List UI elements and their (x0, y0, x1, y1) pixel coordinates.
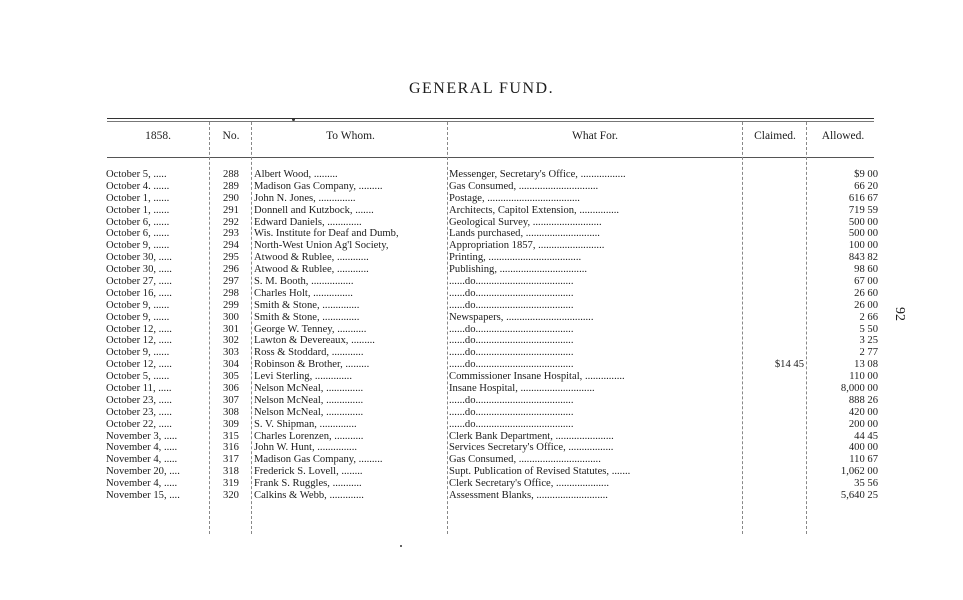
row-voucher-number: 292 (223, 216, 239, 228)
row-voucher-number: 298 (223, 287, 239, 299)
row-voucher-number: 301 (223, 323, 239, 335)
row-date: November 20, .... (106, 466, 180, 478)
row-allowed: 2 66 (859, 311, 878, 323)
row-payee: S. V. Shipman, .............. (254, 418, 357, 430)
table-row (0, 371, 963, 383)
row-allowed: 719 59 (848, 204, 878, 216)
row-purpose: Printing, ................................... (449, 252, 582, 264)
row-date: October 9, ...... (106, 311, 170, 323)
row-allowed: 110 67 (849, 454, 878, 466)
print-speck (400, 545, 402, 547)
table-row (0, 407, 963, 419)
table-row (0, 324, 963, 336)
row-date: October 6, ...... (106, 228, 170, 240)
row-payee: Lawton & Devereaux, ......... (254, 335, 375, 347)
row-purpose: Newspapers, ................................. (449, 311, 594, 323)
row-payee: North-West Union Ag'l Society, (254, 240, 389, 252)
row-purpose: ......do..................................... (449, 394, 574, 406)
row-payee: John W. Hunt, ............... (254, 442, 358, 454)
row-voucher-number: 316 (223, 442, 239, 454)
row-purpose: ......do..................................... (449, 335, 574, 347)
table-row (0, 490, 963, 502)
row-date: October 12, ..... (106, 359, 172, 371)
row-allowed: 66 20 (854, 180, 878, 192)
row-allowed: 500 00 (848, 228, 878, 240)
table-row (0, 276, 963, 288)
row-purpose: Lands purchased, ............................ (449, 228, 600, 240)
print-speck (292, 118, 295, 121)
row-purpose: ......do..................................... (449, 406, 574, 418)
table-row (0, 193, 963, 205)
row-payee: S. M. Booth, ................ (254, 276, 354, 288)
row-voucher-number: 295 (223, 252, 239, 264)
row-voucher-number: 288 (223, 169, 239, 180)
row-allowed: 26 00 (854, 299, 878, 311)
row-payee: Robinson & Brother, ......... (254, 359, 370, 371)
row-allowed: 2 77 (859, 347, 878, 359)
row-purpose: Postage, ................................... (449, 192, 580, 204)
row-date: October 23, ..... (106, 406, 172, 418)
header-whom: To Whom. (326, 130, 375, 142)
row-voucher-number: 293 (223, 228, 239, 240)
top-rule (107, 118, 874, 119)
row-payee: Ross & Stoddard, ............ (254, 347, 364, 359)
row-allowed: $9 00 (854, 169, 878, 180)
row-allowed: 888 26 (848, 394, 878, 406)
table-row (0, 431, 963, 443)
row-voucher-number: 291 (223, 204, 239, 216)
row-payee: Atwood & Rublee, ............ (254, 264, 369, 276)
row-date: October 4. ...... (106, 180, 170, 192)
table-row (0, 205, 963, 217)
row-date: October 1, ...... (106, 204, 170, 216)
row-purpose: Commissioner Insane Hospital, ............... (449, 371, 625, 383)
row-voucher-number: 309 (223, 418, 239, 430)
row-date: October 9, ...... (106, 240, 170, 252)
row-date: November 4, ..... (106, 454, 178, 466)
row-purpose: Messenger, Secretary's Office, ................. (449, 169, 626, 180)
row-voucher-number: 290 (223, 192, 239, 204)
table-row (0, 228, 963, 240)
table-row (0, 383, 963, 395)
table-row (0, 347, 963, 359)
row-allowed: 44 45 (854, 430, 878, 442)
row-date: October 6, ...... (106, 216, 170, 228)
row-purpose: Services Secretary's Office, ................. (449, 442, 614, 454)
row-purpose: ......do..................................... (449, 418, 574, 430)
row-allowed: 35 56 (854, 478, 878, 490)
row-date: October 9, ...... (106, 299, 170, 311)
row-allowed: 3 25 (859, 335, 878, 347)
row-voucher-number: 305 (223, 371, 239, 383)
row-allowed: 26 60 (854, 287, 878, 299)
table-row (0, 312, 963, 324)
row-date: November 15, .... (106, 490, 180, 502)
row-purpose: Clerk Secretary's Office, .................... (449, 478, 609, 490)
table-row (0, 335, 963, 347)
row-payee: Edward Daniels, ............. (254, 216, 362, 228)
page-title: GENERAL FUND. (408, 80, 555, 97)
row-date: November 3, ..... (106, 430, 178, 442)
row-allowed: 500 00 (848, 216, 878, 228)
table-row (0, 288, 963, 300)
row-purpose: ......do..................................... (449, 323, 574, 335)
table-row (0, 478, 963, 490)
row-voucher-number: 289 (223, 180, 239, 192)
row-date: November 4, ..... (106, 478, 178, 490)
row-purpose: Gas Consumed, .............................. (449, 180, 599, 192)
row-purpose: Assessment Blanks, ........................... (449, 490, 608, 502)
row-date: October 22, ..... (106, 418, 172, 430)
row-date: October 12, ..... (106, 323, 172, 335)
table-row (0, 252, 963, 264)
row-voucher-number: 296 (223, 264, 239, 276)
page-number: 92 (892, 307, 907, 321)
row-allowed: 5,640 25 (840, 490, 878, 502)
row-purpose: Architects, Capitol Extension, ............... (449, 204, 620, 216)
row-date: October 11, ..... (106, 383, 172, 395)
header-date: 1858. (145, 130, 171, 142)
row-date: October 23, ..... (106, 394, 172, 406)
row-payee: Smith & Stone, .............. (254, 311, 360, 323)
row-purpose: ......do..................................... (449, 276, 574, 288)
header-what-for: What For. (572, 130, 618, 142)
row-payee: Levi Sterling, .............. (254, 371, 352, 383)
table-row (0, 442, 963, 454)
row-allowed: 67 00 (854, 276, 878, 288)
table-row (0, 300, 963, 312)
row-payee: Smith & Stone, .............. (254, 299, 360, 311)
row-voucher-number: 299 (223, 299, 239, 311)
row-purpose: Supt. Publication of Revised Statutes, ....... (449, 466, 631, 478)
row-date: October 9, ...... (106, 347, 170, 359)
table-row (0, 169, 963, 181)
row-allowed: 1,062 00 (840, 466, 878, 478)
row-allowed: 110 00 (849, 371, 878, 383)
row-payee: Atwood & Rublee, ............ (254, 252, 369, 264)
row-purpose: Geological Survey, .......................... (449, 216, 602, 228)
row-allowed: 5 50 (859, 323, 878, 335)
table-row (0, 181, 963, 193)
row-date: October 5, ...... (106, 371, 170, 383)
row-payee: Madison Gas Company, ......... (254, 454, 383, 466)
row-purpose: ......do..................................... (449, 359, 574, 371)
row-voucher-number: 302 (223, 335, 239, 347)
top-rule-thin (107, 121, 874, 122)
row-payee: Nelson McNeal, .............. (254, 394, 364, 406)
row-voucher-number: 300 (223, 311, 239, 323)
header-rule (107, 157, 874, 158)
row-purpose: Insane Hospital, ............................ (449, 383, 595, 395)
row-allowed: 843 82 (848, 252, 878, 264)
row-purpose: Appropriation 1857, ......................... (449, 240, 605, 252)
row-allowed: 98 60 (854, 264, 878, 276)
row-voucher-number: 308 (223, 406, 239, 418)
table-row (0, 359, 963, 371)
row-date: October 1, ...... (106, 192, 170, 204)
row-allowed: 616 67 (848, 192, 878, 204)
row-date: October 30, ..... (106, 264, 172, 276)
row-claimed: $14 45 (774, 359, 804, 371)
row-purpose: ......do..................................... (449, 347, 574, 359)
row-date: October 5, ..... (106, 169, 167, 180)
row-date: November 4, ..... (106, 442, 178, 454)
row-payee: Nelson McNeal, .............. (254, 406, 364, 418)
row-payee: Donnell and Kutzbock, ....... (254, 204, 374, 216)
table-row (0, 454, 963, 466)
row-voucher-number: 294 (223, 240, 239, 252)
row-payee: Nelson McNeal, .............. (254, 383, 364, 395)
table-row (0, 466, 963, 478)
row-payee: Albert Wood, ......... (254, 169, 338, 180)
row-allowed: 100 00 (848, 240, 878, 252)
row-payee: Madison Gas Company, ......... (254, 180, 383, 192)
row-voucher-number: 297 (223, 276, 239, 288)
row-purpose: Publishing, ................................. (449, 264, 588, 276)
table-row (0, 419, 963, 431)
row-voucher-number: 320 (223, 490, 239, 502)
row-date: October 12, ..... (106, 335, 172, 347)
row-allowed: 420 00 (848, 406, 878, 418)
header-no: No. (222, 130, 240, 142)
row-payee: John N. Jones, .............. (254, 192, 356, 204)
row-payee: Frank S. Ruggles, ........... (254, 478, 362, 490)
row-voucher-number: 317 (223, 454, 239, 466)
table-row (0, 395, 963, 407)
table-row (0, 240, 963, 252)
row-purpose: Clerk Bank Department, ...................... (449, 430, 614, 442)
row-date: October 16, ..... (106, 287, 172, 299)
row-payee: Calkins & Webb, ............. (254, 490, 364, 502)
row-allowed: 400 00 (848, 442, 878, 454)
row-voucher-number: 306 (223, 383, 239, 395)
table-row (0, 264, 963, 276)
header-allowed: Allowed. (821, 130, 865, 142)
row-date: October 27, ..... (106, 276, 172, 288)
row-voucher-number: 319 (223, 478, 239, 490)
header-claimed: Claimed. (754, 130, 796, 142)
row-payee: Frederick S. Lovell, ........ (254, 466, 363, 478)
table-row (0, 217, 963, 229)
row-allowed: 13 08 (854, 359, 878, 371)
row-payee: Wis. Institute for Deaf and Dumb, (254, 228, 399, 240)
row-voucher-number: 303 (223, 347, 239, 359)
row-purpose: ......do..................................... (449, 299, 574, 311)
row-payee: George W. Tenney, ........... (254, 323, 367, 335)
row-voucher-number: 304 (223, 359, 239, 371)
row-payee: Charles Lorenzen, ........... (254, 430, 364, 442)
row-voucher-number: 307 (223, 394, 239, 406)
row-date: October 30, ..... (106, 252, 172, 264)
row-purpose: ......do..................................... (449, 287, 574, 299)
row-allowed: 200 00 (848, 418, 878, 430)
row-voucher-number: 315 (223, 430, 239, 442)
row-voucher-number: 318 (223, 466, 239, 478)
row-payee: Charles Holt, ............... (254, 287, 353, 299)
row-allowed: 8,000 00 (840, 383, 878, 395)
row-purpose: Gas Consumed, ............................... (449, 454, 601, 466)
ledger-table-body (0, 169, 963, 502)
